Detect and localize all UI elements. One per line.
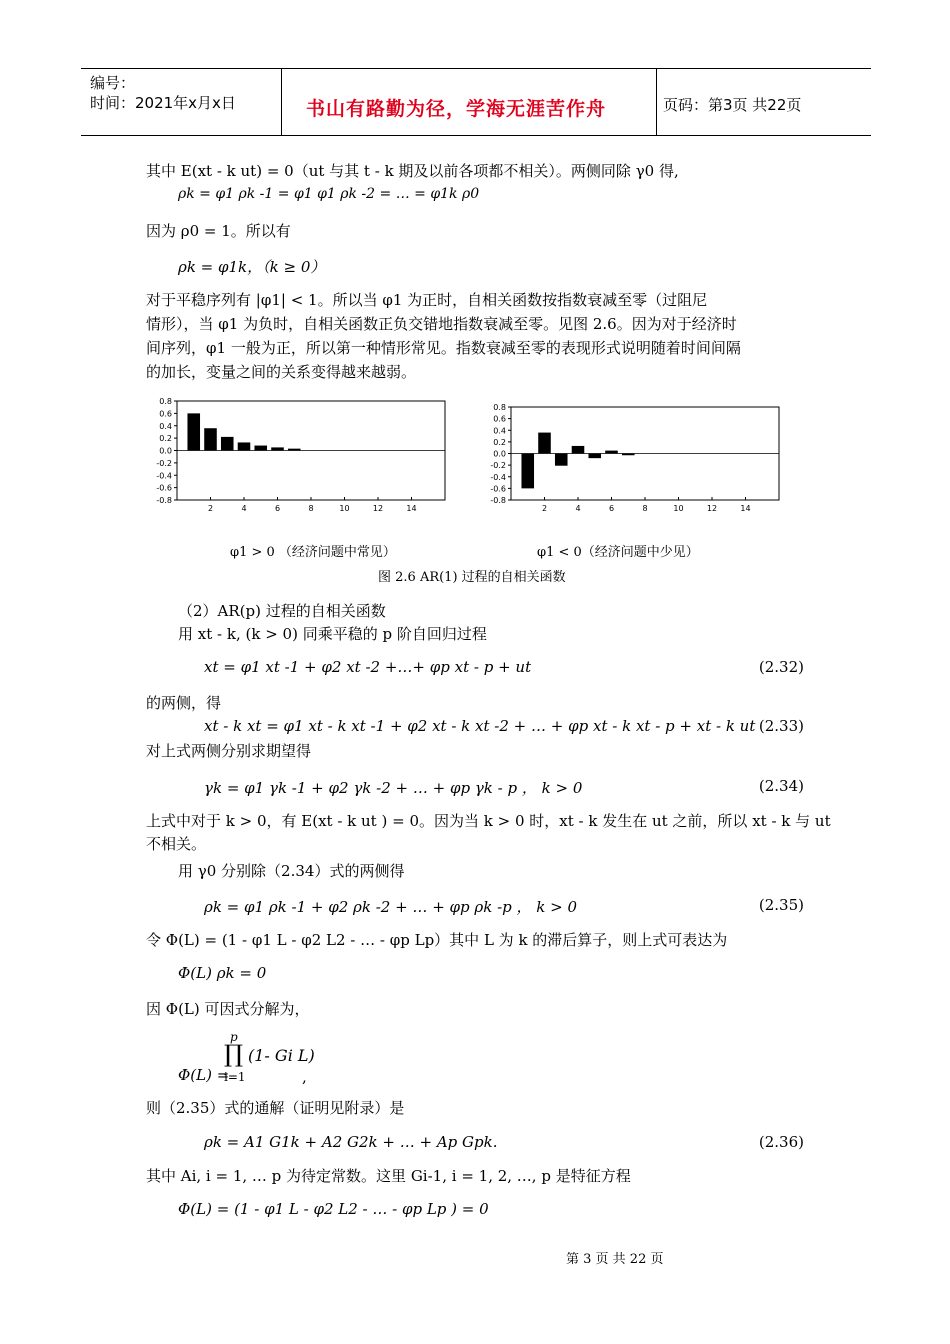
- x-tick-label: 10: [673, 504, 684, 513]
- header-divider-right: [656, 68, 657, 135]
- acf-bar: [288, 449, 301, 451]
- section-2-title: （2）AR(p) 过程的自相关函数: [178, 602, 386, 620]
- acf-bar: [538, 433, 551, 454]
- header-divider-left: [281, 68, 282, 135]
- product-upper-limit: p: [230, 1030, 238, 1044]
- acf-bar: [204, 428, 217, 450]
- acf-bar: [605, 451, 618, 454]
- x-tick-label: 12: [372, 504, 384, 513]
- y-tick-label: -0.4: [156, 471, 172, 481]
- acf-bar: [238, 442, 251, 450]
- product-body: (1- Gi L): [248, 1046, 315, 1065]
- body-divide: 用 γ0 分别除（2.34）式的两侧得: [178, 862, 405, 880]
- body-line-1: 其中 E(xt - k ut) = 0（ut 与其 t - k 期及以前各项都不相关）。两侧同除 γ0 得,: [146, 162, 679, 180]
- product-symbol: ∏: [224, 1040, 244, 1068]
- section-2-line: 用 xt - k, (k > 0) 同乘平稳的 p 阶自回归过程: [178, 625, 487, 643]
- y-tick-label: 0.8: [493, 403, 506, 412]
- y-tick-label: 0.8: [159, 397, 172, 406]
- body-equation-rho-k: ρk = φ1k，（k ≥ 0）: [178, 258, 326, 276]
- equation-number-2-35: (2.35): [758, 896, 804, 914]
- equation-number-2-36: (2.36): [758, 1133, 804, 1151]
- y-tick-label: -0.6: [490, 484, 506, 494]
- y-tick-label: 0.2: [493, 437, 506, 447]
- header-page-number: 页码：第3页 共22页: [663, 96, 802, 114]
- y-tick-label: 0.2: [159, 434, 172, 444]
- paragraph-1-line: 的加长，变量之间的关系变得越来越弱。: [146, 363, 417, 381]
- paragraph-1-line: 对于平稳序列有 |φ1| < 1。所以当 φ1 为正时，自相关函数按指数衰减至零（过阻尼: [146, 291, 708, 309]
- body-general-solution: 则（2.35）式的通解（证明见附录）是: [146, 1099, 405, 1117]
- y-tick-label: 0.0: [493, 449, 506, 459]
- y-tick-label: -0.4: [490, 472, 506, 482]
- x-tick-label: 8: [642, 504, 648, 513]
- body-expectation: 对上式两侧分别求期望得: [146, 742, 312, 760]
- chart-caption-right: φ1 < 0（经济问题中少见）: [537, 545, 699, 560]
- acf-bar: [221, 437, 234, 451]
- header-top-rule: [81, 68, 871, 69]
- equation-2-32: xt = φ1 xt -1 + φ2 xt -2 +…+ φp xt - p + ut: [204, 658, 532, 676]
- chart-caption-left: φ1 > 0 （经济问题中常见）: [230, 545, 396, 560]
- y-tick-label: -0.8: [490, 496, 506, 505]
- acf-bar: [254, 446, 267, 451]
- equation-phi: Φ(L) ρk = 0: [178, 964, 267, 982]
- equation-2-36: ρk = A1 G1k + A2 G2k + … + Ap Gpk.: [204, 1133, 498, 1151]
- paragraph-1-line: 间序列，φ1 一般为正，所以第一种情形常见。指数衰减至零的表现形式说明随着时间间隔: [146, 339, 741, 357]
- body-paragraph-2a: 上式中对于 k > 0，有 E(xt - k ut ) = 0。因为当 k > 0 时，xt - k 发生在 ut 之前，所以 xt - k 与 ut: [146, 812, 831, 830]
- acf-bar: [271, 447, 284, 450]
- acf-bar: [622, 454, 635, 456]
- equation-characteristic: Φ(L) = (1 - φ1 L - φ2 L2 - … - φp Lp ) = 0: [178, 1200, 489, 1218]
- y-tick-label: -0.8: [156, 496, 172, 505]
- x-tick-label: 6: [274, 504, 281, 513]
- body-where: 其中 Ai, i = 1, … p 为待定常数。这里 Gi-1, i = 1, 2, …, p 是特征方程: [146, 1167, 631, 1185]
- equation-number-2-32: (2.32): [758, 658, 804, 676]
- header-motto: 书山有路勤为径，学海无涯苦作舟: [306, 98, 607, 120]
- footer-page: 第 3 页 共 22 页: [566, 1252, 664, 1267]
- figure-caption: 图 2.6 AR(1) 过程的自相关函数: [378, 570, 566, 585]
- body-paragraph-1: [146, 289, 826, 383]
- equation-2-33: xt - k xt = φ1 xt - k xt -1 + φ2 xt - k xt -2 + … + φp xt - k xt - p + xt - k ut: [204, 717, 756, 735]
- y-tick-label: -0.2: [156, 458, 172, 468]
- x-tick-label: 10: [339, 504, 350, 513]
- y-tick-label: 0.6: [159, 409, 172, 419]
- x-tick-label: 14: [406, 504, 417, 513]
- acf-bar: [572, 446, 585, 454]
- body-equation-rho-recursive: ρk = φ1 ρk -1 = φ1 φ1 ρk -2 = … = φ1k ρ0: [178, 186, 480, 202]
- body-factor: 因 Φ(L) 可因式分解为，: [146, 1000, 310, 1018]
- y-tick-label: 0.4: [159, 421, 172, 431]
- body-both-sides: 的两侧，得: [146, 694, 222, 712]
- x-tick-label: 2: [541, 504, 548, 513]
- product-lower-limit: i=1: [224, 1070, 246, 1084]
- header-time: 时间：2021年x月x日: [90, 94, 236, 112]
- x-tick-label: 2: [207, 504, 214, 513]
- paragraph-1-line: 情形），当 φ1 为负时，自相关函数正负交错地指数衰减至零。见图 2.6。因为对于经济时: [146, 315, 737, 333]
- header-bottom-rule: [81, 135, 871, 136]
- y-tick-label: -0.6: [156, 483, 172, 493]
- x-tick-label: 12: [706, 504, 718, 513]
- equation-number-2-34: (2.34): [758, 777, 804, 795]
- y-tick-label: 0.6: [493, 414, 506, 424]
- acf-chart-negative: [474, 402, 784, 514]
- acf-bar: [187, 413, 200, 450]
- acf-bar: [521, 454, 534, 489]
- equation-number-2-33: (2.33): [758, 717, 804, 735]
- acf-bar: [555, 454, 568, 466]
- header-number: 编号：: [90, 74, 136, 92]
- product-lhs: Φ(L) =: [178, 1066, 230, 1084]
- body-paragraph-2b: 不相关。: [146, 835, 207, 853]
- body-line-3: 因为 ρ0 = 1。所以有: [146, 222, 291, 240]
- acf-bar: [588, 454, 601, 459]
- product-formula: [178, 1030, 328, 1088]
- x-tick-label: 14: [740, 504, 751, 513]
- acf-chart-positive: [140, 396, 450, 514]
- x-tick-label: 4: [575, 504, 581, 513]
- body-let: 令 Φ(L) = (1 - φ1 L - φ2 L2 - … - φp Lp）其中 L 为 k 的滞后算子，则上式可表达为: [146, 931, 728, 949]
- x-tick-label: 4: [241, 504, 247, 513]
- equation-2-34: γk = φ1 γk -1 + φ2 γk -2 + … + φp γk - p ， k > 0: [204, 779, 583, 797]
- product-comma: ,: [302, 1068, 307, 1086]
- y-tick-label: 0.0: [159, 446, 172, 456]
- x-tick-label: 8: [308, 504, 314, 513]
- y-tick-label: 0.4: [493, 426, 506, 436]
- y-tick-label: -0.2: [490, 461, 506, 471]
- equation-2-35: ρk = φ1 ρk -1 + φ2 ρk -2 + … + φp ρk -p ， k > 0: [204, 898, 578, 916]
- x-tick-label: 6: [608, 504, 615, 513]
